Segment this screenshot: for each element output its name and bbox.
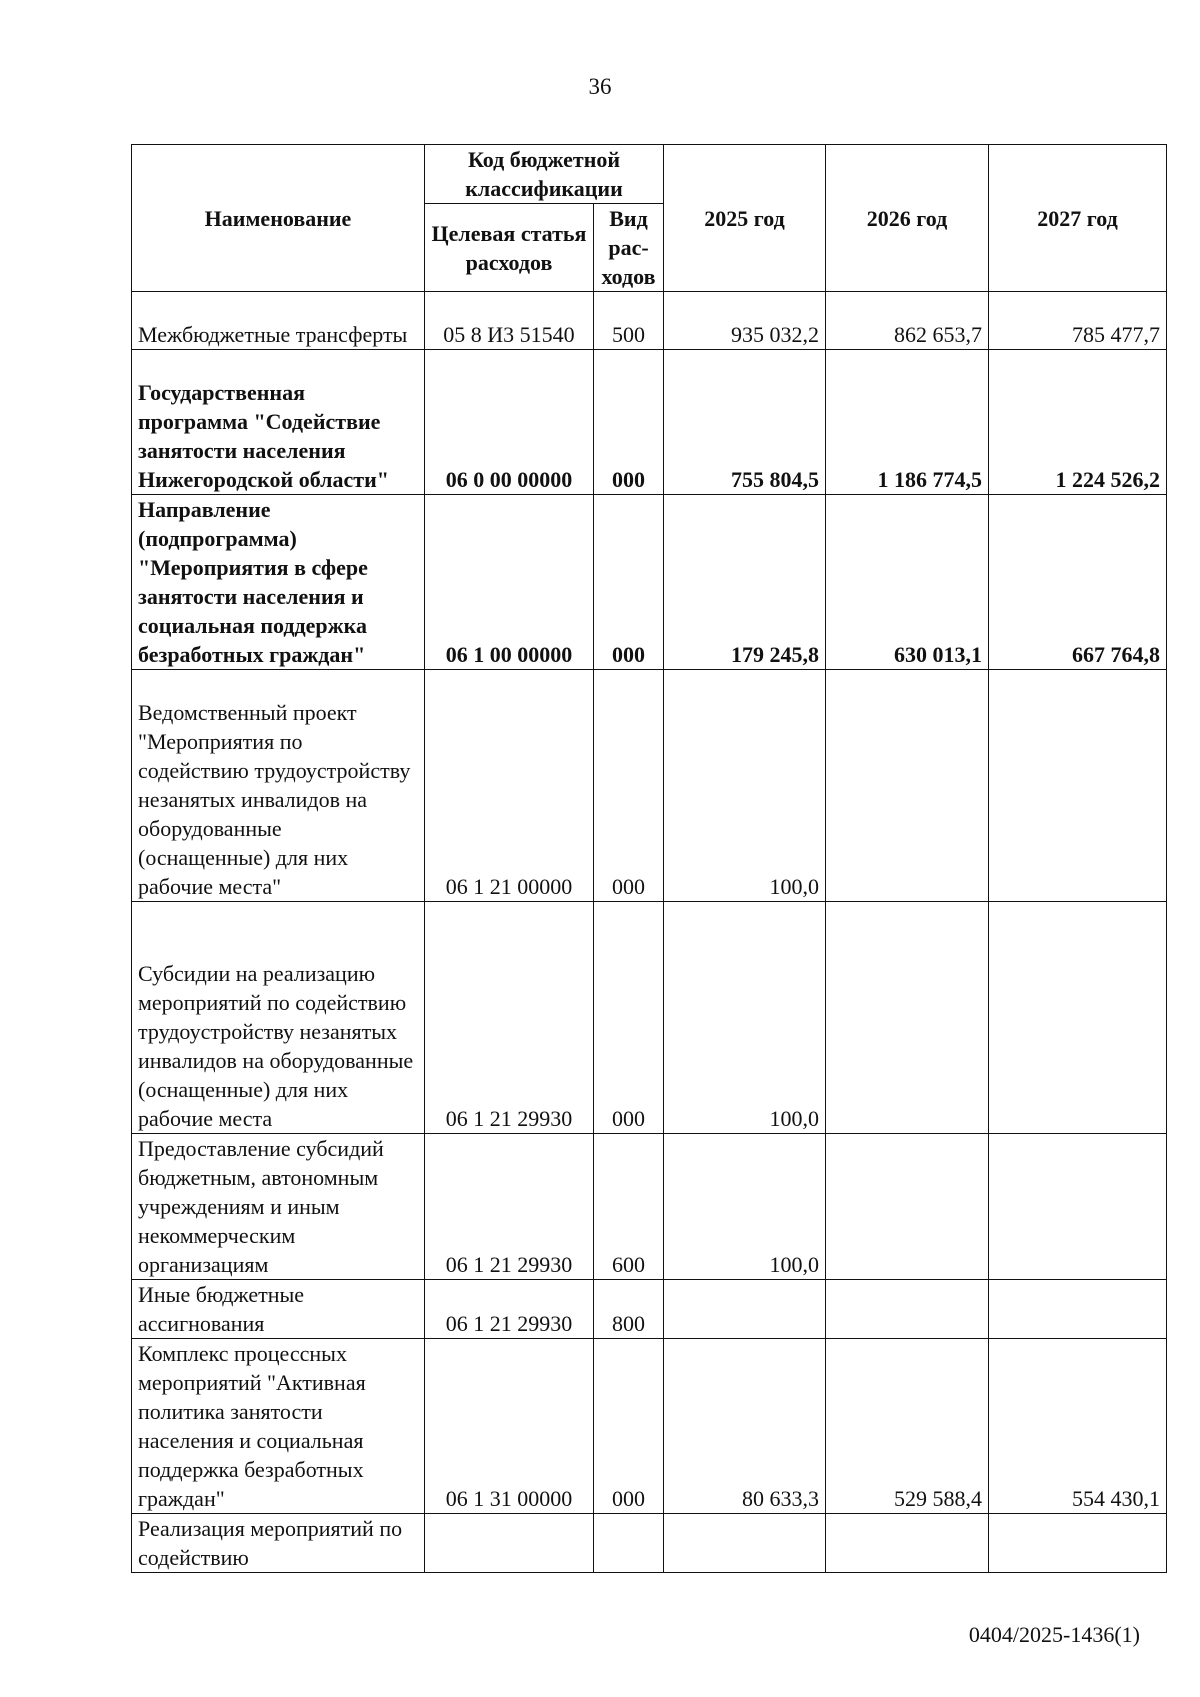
row-2027 (989, 670, 1167, 902)
row-kind: 000 (594, 350, 664, 495)
row-name: Межбюджетные трансферты (132, 292, 425, 350)
table-row (132, 350, 1167, 495)
row-kind (594, 1514, 664, 1573)
row-2026 (826, 902, 989, 1134)
row-2026 (826, 1134, 989, 1280)
row-2025: 100,0 (664, 902, 826, 1134)
row-code: 05 8 И3 51540 (425, 292, 594, 350)
row-kind: 000 (594, 495, 664, 670)
row-code (425, 1514, 594, 1573)
header-code-group: Код бюджетной классификации (425, 145, 664, 204)
row-code: 06 1 21 00000 (425, 670, 594, 902)
row-2027 (989, 1514, 1167, 1573)
row-kind: 000 (594, 902, 664, 1134)
row-name: Субсидии на реализацию мероприятий по содействию трудоустройству незанятых инвалидов на оборудованные (оснащенные) для них рабочие места (132, 902, 425, 1134)
row-2025: 100,0 (664, 1134, 826, 1280)
document-id: 0404/2025-1436(1) (968, 1622, 1140, 1647)
table-row (132, 495, 1167, 670)
row-2025: 179 245,8 (664, 495, 826, 670)
row-2025: 935 032,2 (664, 292, 826, 350)
row-2026: 529 588,4 (826, 1339, 989, 1514)
table-row (132, 670, 1167, 902)
table-row (132, 1514, 1167, 1573)
row-2026 (826, 670, 989, 902)
row-2025: 755 804,5 (664, 350, 826, 495)
row-code: 06 0 00 00000 (425, 350, 594, 495)
row-kind: 000 (594, 1339, 664, 1514)
budget-table (131, 144, 1167, 1573)
row-name: Комплекс процессных мероприятий "Активная политика занятости населения и социальная поддержка безработных граждан" (132, 1339, 425, 1514)
row-name: Государственная программа "Содействие занятости населения Нижегородской области" (132, 350, 425, 495)
row-2026 (826, 1514, 989, 1573)
table-row (132, 1134, 1167, 1280)
header-2026: 2026 год (826, 145, 989, 292)
row-2027: 785 477,7 (989, 292, 1167, 350)
row-2027 (989, 902, 1167, 1134)
row-kind: 500 (594, 292, 664, 350)
header-2027: 2027 год (989, 145, 1167, 292)
page-number: 36 (588, 74, 612, 99)
row-name: Реализация мероприятий по содействию (132, 1514, 425, 1573)
table-row (132, 1280, 1167, 1339)
row-kind: 600 (594, 1134, 664, 1280)
row-2025 (664, 1280, 826, 1339)
row-2027: 667 764,8 (989, 495, 1167, 670)
row-2027 (989, 1134, 1167, 1280)
row-code: 06 1 21 29930 (425, 902, 594, 1134)
table-row (132, 902, 1167, 1134)
row-code: 06 1 21 29930 (425, 1134, 594, 1280)
row-2027: 1 224 526,2 (989, 350, 1167, 495)
row-name: Ведомственный проект "Мероприятия по содействию трудоустройству незанятых инвалидов на оборудованные (оснащенные) для них рабочие места" (132, 670, 425, 902)
row-2027 (989, 1280, 1167, 1339)
row-2026: 862 653,7 (826, 292, 989, 350)
row-code: 06 1 21 29930 (425, 1280, 594, 1339)
row-name: Иные бюджетные ассигнования (132, 1280, 425, 1339)
row-2025: 80 633,3 (664, 1339, 826, 1514)
header-name: Наименование (132, 145, 425, 292)
row-kind: 800 (594, 1280, 664, 1339)
row-kind: 000 (594, 670, 664, 902)
row-2026: 630 013,1 (826, 495, 989, 670)
row-code: 06 1 00 00000 (425, 495, 594, 670)
row-2026: 1 186 774,5 (826, 350, 989, 495)
header-target-article: Целевая статья расходов (425, 204, 594, 292)
row-2025 (664, 1514, 826, 1573)
table-row (132, 1339, 1167, 1514)
row-code: 06 1 31 00000 (425, 1339, 594, 1514)
row-2026 (826, 1280, 989, 1339)
row-name: Направление (подпрограмма) "Мероприятия в сфере занятости населения и социальная поддержка безработных граждан" (132, 495, 425, 670)
row-2025: 100,0 (664, 670, 826, 902)
table-row (132, 292, 1167, 350)
row-name: Предоставление субсидий бюджетным, автономным учреждениям и иным некоммерческим организациям (132, 1134, 425, 1280)
row-2027: 554 430,1 (989, 1339, 1167, 1514)
header-2025: 2025 год (664, 145, 826, 292)
header-expense-kind: Вид рас-ходов (594, 204, 664, 292)
